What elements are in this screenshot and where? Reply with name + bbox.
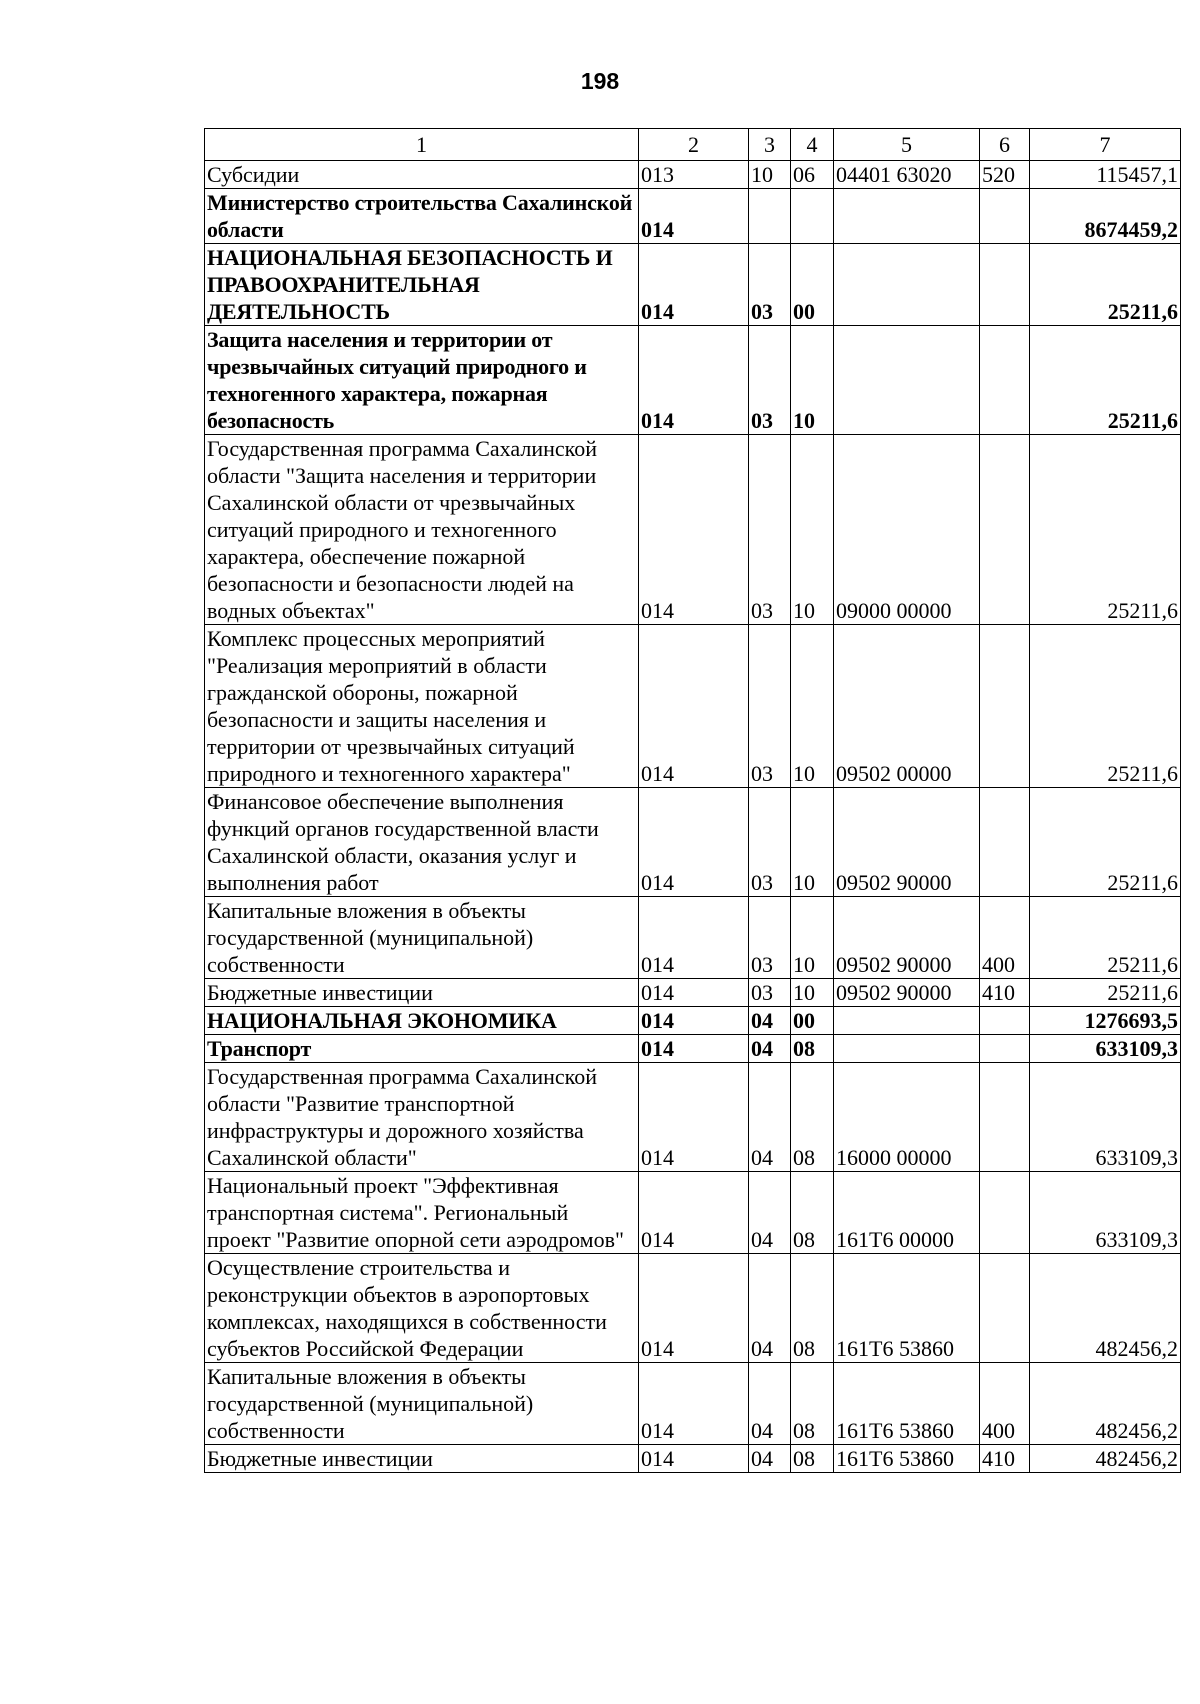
admin-code-cell: 014: [639, 1254, 749, 1363]
page-number: 198: [580, 68, 620, 94]
expense-type-cell: [980, 1172, 1030, 1254]
amount-cell: 25211,6: [1030, 435, 1181, 625]
table-row: [205, 625, 1181, 788]
table-row: [205, 1035, 1181, 1063]
table-row: [205, 788, 1181, 897]
subsection-cell: 08: [791, 1445, 834, 1473]
target-article-cell: 161Т6 53860: [834, 1445, 980, 1473]
row-name-cell: Транспорт: [205, 1035, 639, 1063]
admin-code-cell: 014: [639, 244, 749, 326]
row-name-cell: Финансовое обеспечение выполнения функций органов государственной власти Сахалинской области, оказания услуг и выполнения работ: [205, 788, 639, 897]
expense-type-cell: [980, 435, 1030, 625]
amount-cell: 8674459,2: [1030, 189, 1181, 244]
target-article-cell: [834, 326, 980, 435]
amount-cell: 115457,1: [1030, 161, 1181, 189]
subsection-cell: [791, 189, 834, 244]
header-cell: 6: [980, 129, 1030, 161]
amount-cell: 482456,2: [1030, 1445, 1181, 1473]
admin-code-cell: 014: [639, 1445, 749, 1473]
section-cell: 03: [749, 244, 791, 326]
section-cell: 04: [749, 1007, 791, 1035]
expense-type-cell: [980, 1063, 1030, 1172]
row-name-cell: Государственная программа Сахалинской области "Развитие транспортной инфраструктуры и дорожного хозяйства Сахалинской области": [205, 1063, 639, 1172]
expense-type-cell: [980, 1035, 1030, 1063]
expense-type-cell: [980, 1007, 1030, 1035]
admin-code-cell: 014: [639, 1035, 749, 1063]
target-article-cell: [834, 244, 980, 326]
subsection-cell: 08: [791, 1172, 834, 1254]
expense-type-cell: [980, 244, 1030, 326]
expense-type-cell: [980, 326, 1030, 435]
expense-type-cell: 410: [980, 1445, 1030, 1473]
target-article-cell: [834, 1007, 980, 1035]
section-cell: 04: [749, 1363, 791, 1445]
amount-cell: 25211,6: [1030, 897, 1181, 979]
target-article-cell: [834, 1035, 980, 1063]
row-name-cell: Государственная программа Сахалинской области "Защита населения и территории Сахалинской области от чрезвычайных ситуаций природного и техногенного характера, обеспечение пожарной безопасности и безопасности людей на водных объектах": [205, 435, 639, 625]
section-cell: 03: [749, 979, 791, 1007]
section-cell: 04: [749, 1445, 791, 1473]
target-article-cell: 161Т6 53860: [834, 1254, 980, 1363]
section-cell: 04: [749, 1063, 791, 1172]
admin-code-cell: 014: [639, 326, 749, 435]
target-article-cell: [834, 189, 980, 244]
row-name-cell: Осуществление строительства и реконструкции объектов в аэропортовых комплексах, находящихся в собственности субъектов Российской Федерации: [205, 1254, 639, 1363]
table-header-row: [205, 129, 1181, 161]
expense-type-cell: 400: [980, 897, 1030, 979]
subsection-cell: 08: [791, 1035, 834, 1063]
subsection-cell: 10: [791, 326, 834, 435]
row-name-cell: Защита населения и территории от чрезвычайных ситуаций природного и техногенного характера, пожарная безопасность: [205, 326, 639, 435]
subsection-cell: 10: [791, 979, 834, 1007]
target-article-cell: 09502 90000: [834, 979, 980, 1007]
section-cell: 03: [749, 326, 791, 435]
section-cell: [749, 189, 791, 244]
table-row: [205, 189, 1181, 244]
subsection-cell: 06: [791, 161, 834, 189]
table-row: [205, 161, 1181, 189]
expense-type-cell: [980, 625, 1030, 788]
target-article-cell: 161Т6 00000: [834, 1172, 980, 1254]
subsection-cell: 10: [791, 897, 834, 979]
amount-cell: 482456,2: [1030, 1254, 1181, 1363]
header-cell: 5: [834, 129, 980, 161]
target-article-cell: 09502 00000: [834, 625, 980, 788]
admin-code-cell: 014: [639, 1007, 749, 1035]
table-row: [205, 1007, 1181, 1035]
amount-cell: 25211,6: [1030, 788, 1181, 897]
header-cell: 1: [205, 129, 639, 161]
row-name-cell: Министерство строительства Сахалинской области: [205, 189, 639, 244]
section-cell: 03: [749, 897, 791, 979]
row-name-cell: Комплекс процессных мероприятий "Реализация мероприятий в области гражданской обороны, пожарной безопасности и защиты населения и территории от чрезвычайных ситуаций природного и техногенного характера": [205, 625, 639, 788]
admin-code-cell: 014: [639, 1172, 749, 1254]
target-article-cell: 04401 63020: [834, 161, 980, 189]
row-name-cell: Национальный проект "Эффективная транспортная система". Региональный проект "Развитие опорной сети аэродромов": [205, 1172, 639, 1254]
table-row: [205, 1254, 1181, 1363]
section-cell: 04: [749, 1254, 791, 1363]
amount-cell: 482456,2: [1030, 1363, 1181, 1445]
table-row: [205, 326, 1181, 435]
section-cell: 04: [749, 1035, 791, 1063]
admin-code-cell: 014: [639, 897, 749, 979]
admin-code-cell: 014: [639, 788, 749, 897]
section-cell: 03: [749, 625, 791, 788]
expense-type-cell: 400: [980, 1363, 1030, 1445]
amount-cell: 25211,6: [1030, 625, 1181, 788]
amount-cell: 25211,6: [1030, 244, 1181, 326]
table-row: [205, 1063, 1181, 1172]
header-cell: 4: [791, 129, 834, 161]
subsection-cell: 00: [791, 1007, 834, 1035]
header-cell: 7: [1030, 129, 1181, 161]
amount-cell: 25211,6: [1030, 326, 1181, 435]
row-name-cell: Капитальные вложения в объекты государственной (муниципальной) собственности: [205, 1363, 639, 1445]
row-name-cell: Капитальные вложения в объекты государственной (муниципальной) собственности: [205, 897, 639, 979]
row-name-cell: НАЦИОНАЛЬНАЯ ЭКОНОМИКА: [205, 1007, 639, 1035]
subsection-cell: 08: [791, 1254, 834, 1363]
amount-cell: 633109,3: [1030, 1063, 1181, 1172]
section-cell: 03: [749, 788, 791, 897]
admin-code-cell: 014: [639, 435, 749, 625]
table-row: [205, 1172, 1181, 1254]
target-article-cell: 09000 00000: [834, 435, 980, 625]
header-cell: 3: [749, 129, 791, 161]
admin-code-cell: 014: [639, 979, 749, 1007]
row-name-cell: Субсидии: [205, 161, 639, 189]
table-body: [205, 129, 1181, 1473]
amount-cell: 25211,6: [1030, 979, 1181, 1007]
target-article-cell: 161Т6 53860: [834, 1363, 980, 1445]
amount-cell: 633109,3: [1030, 1035, 1181, 1063]
admin-code-cell: 014: [639, 1063, 749, 1172]
subsection-cell: 08: [791, 1363, 834, 1445]
admin-code-cell: 014: [639, 625, 749, 788]
section-cell: 10: [749, 161, 791, 189]
expense-type-cell: [980, 1254, 1030, 1363]
table-row: [205, 897, 1181, 979]
amount-cell: 633109,3: [1030, 1172, 1181, 1254]
table-row: [205, 979, 1181, 1007]
section-cell: 04: [749, 1172, 791, 1254]
target-article-cell: 09502 90000: [834, 788, 980, 897]
table-row: [205, 1363, 1181, 1445]
section-cell: 03: [749, 435, 791, 625]
subsection-cell: 10: [791, 625, 834, 788]
subsection-cell: 10: [791, 788, 834, 897]
admin-code-cell: 013: [639, 161, 749, 189]
table-row: [205, 435, 1181, 625]
subsection-cell: 00: [791, 244, 834, 326]
expense-type-cell: [980, 788, 1030, 897]
amount-cell: 1276693,5: [1030, 1007, 1181, 1035]
admin-code-cell: 014: [639, 189, 749, 244]
target-article-cell: 16000 00000: [834, 1063, 980, 1172]
budget-table: [204, 128, 1181, 1473]
table-row: [205, 244, 1181, 326]
subsection-cell: 10: [791, 435, 834, 625]
expense-type-cell: [980, 189, 1030, 244]
expense-type-cell: 410: [980, 979, 1030, 1007]
row-name-cell: Бюджетные инвестиции: [205, 979, 639, 1007]
row-name-cell: НАЦИОНАЛЬНАЯ БЕЗОПАСНОСТЬ И ПРАВООХРАНИТЕЛЬНАЯ ДЕЯТЕЛЬНОСТЬ: [205, 244, 639, 326]
table-row: [205, 1445, 1181, 1473]
subsection-cell: 08: [791, 1063, 834, 1172]
expense-type-cell: 520: [980, 161, 1030, 189]
target-article-cell: 09502 90000: [834, 897, 980, 979]
header-cell: 2: [639, 129, 749, 161]
admin-code-cell: 014: [639, 1363, 749, 1445]
row-name-cell: Бюджетные инвестиции: [205, 1445, 639, 1473]
